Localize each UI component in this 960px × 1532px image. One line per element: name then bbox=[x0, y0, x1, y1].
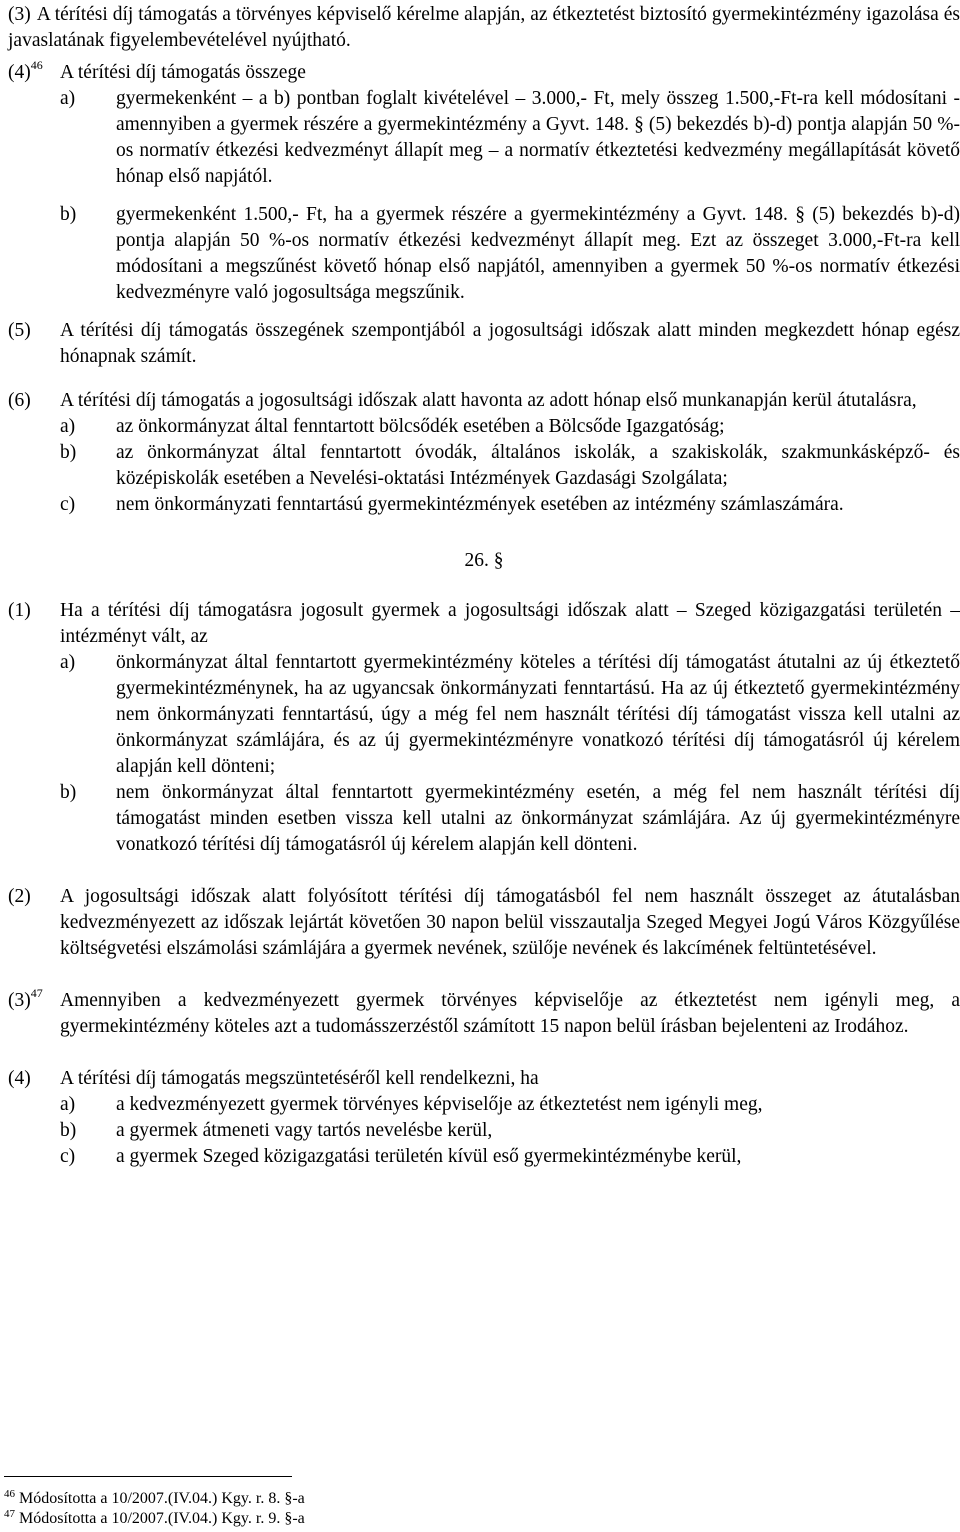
paragraph-4-item-b bbox=[60, 202, 960, 306]
item-text: gyermekenként 1.500,- Ft, ha a gyermek részére a gyermekintézmény a Gyvt. 148. § (5) bekezdés b)-d) pontja alapján 50 %-os normatív étkezési kedvezményt állapít meg. Ezt az összeget 3.000,-Ft-ra kell módosítani a megszűnést követő hónap első napjától, amennyiben a gyermek 50 %-os normatív étkezési kedvezményre való jogosultsága megszűnik. bbox=[116, 204, 960, 303]
item-label: c) bbox=[60, 494, 76, 515]
item-text: az önkormányzat által fenntartott óvodák, általános iskolák, a szakiskolák, szakmunkásképző- és középiskolák esetében a Nevelési-oktatási Intézmények Gazdasági Szolgálata; bbox=[116, 442, 960, 489]
paragraph-6-item-b bbox=[60, 440, 960, 492]
footnote-ref-47[interactable]: 47 bbox=[30, 986, 43, 1000]
paragraph-intro: Ha a térítési díj támogatásra jogosult gyermek a jogosultsági időszak alatt – Szeged közigazgatási területén – intézményt vált, az bbox=[60, 600, 960, 647]
paragraph-4-item-a bbox=[60, 86, 960, 190]
paragraph-intro: A térítési díj támogatás megszüntetéséről kell rendelkezni, ha bbox=[60, 1068, 539, 1089]
paragraph-5 bbox=[8, 318, 960, 370]
section-26-paragraph-4-item-a bbox=[60, 1092, 960, 1118]
footnote-ref-46[interactable]: 46 bbox=[30, 58, 43, 72]
paragraph-6-num: (6) bbox=[8, 390, 31, 411]
item-label: c) bbox=[60, 1146, 76, 1167]
section-26-paragraph-1-item-b bbox=[60, 780, 960, 858]
paragraph-text: A jogosultsági időszak alatt folyósított térítési díj támogatásból fel nem használt összeget az átutalásban kedvezményezett az időszak lejártát követően 30 napon belül visszautalja Szeged Megyei Jogú Város Közgyűlése költségvetési elszámolási számlájára a gyermek nevének, szülője nevének és lakcímének feltüntetésével. bbox=[60, 886, 960, 959]
item-text: nem önkormányzat által fenntartott gyermekintézmény esetén, a még fel nem használt térítési díj támogatást minden esetben vissza kell utalni az önkormányzat számlájára. Az új gyermekintézményre vonatkozó térítési díj támogatásról új kérelem alapján kell dönteni. bbox=[116, 782, 960, 855]
paragraph-3-num: (3) bbox=[8, 4, 31, 25]
paragraph-3-text: A térítési díj támogatás a törvényes képviselő kérelme alapján, az étkeztetést biztosító gyermekintézmény igazolása és javaslatának figyelembevételével nyújtható. bbox=[8, 4, 960, 51]
item-text: a kedvezményezett gyermek törvényes képviselője az étkeztetést nem igényli meg, bbox=[116, 1094, 763, 1115]
paragraph-5-text: A térítési díj támogatás összegének szempontjából a jogosultsági időszak alatt minden megkezdett hónap egész hónapnak számít. bbox=[60, 320, 960, 367]
section-26-paragraph-1 bbox=[8, 598, 960, 858]
footnote-text: Módosította a 10/2007.(IV.04.) Kgy. r. 8. §-a bbox=[19, 1490, 305, 1507]
item-text: az önkormányzat által fenntartott bölcsődék esetében a Bölcsőde Igazgatóság; bbox=[116, 416, 725, 437]
item-label: a) bbox=[60, 88, 76, 109]
item-label: b) bbox=[60, 1120, 77, 1141]
footnote-46 bbox=[4, 1490, 305, 1508]
item-label: b) bbox=[60, 782, 77, 803]
item-label: a) bbox=[60, 416, 76, 437]
footnote-number: 46 bbox=[4, 1488, 15, 1500]
paragraph-4-num-text: (4) bbox=[8, 62, 31, 83]
section-26-paragraph-1-item-a bbox=[60, 650, 960, 780]
paragraph-num: (1) bbox=[8, 600, 31, 621]
section-26-paragraph-4-item-b bbox=[60, 1118, 960, 1144]
paragraph-text: Amennyiben a kedvezményezett gyermek törvényes képviselője az étkeztetést nem igényli meg, a gyermekintézmény köteles azt a tudomásszerzéstől számított 15 napon belül írásban bejelenteni az Irodához. bbox=[60, 990, 960, 1037]
footnote-separator bbox=[4, 1476, 292, 1477]
footnote-47 bbox=[4, 1510, 305, 1528]
item-text: a gyermek Szeged közigazgatási területén kívül eső gyermekintézménybe kerül, bbox=[116, 1146, 742, 1167]
item-label: b) bbox=[60, 204, 77, 225]
paragraph-4-top bbox=[8, 60, 960, 306]
section-26-paragraph-4 bbox=[8, 1066, 960, 1170]
paragraph-3-top bbox=[8, 2, 960, 54]
paragraph-num: (2) bbox=[8, 886, 31, 907]
footnote-text: Módosította a 10/2007.(IV.04.) Kgy. r. 9. §-a bbox=[19, 1510, 305, 1527]
item-text: önkormányzat által fenntartott gyermekintézmény köteles a térítési díj támogatást átutalni az új étkeztető gyermekintézménynek, ha az ugyancsak önkormányzati fenntartású. Ha az új étkeztető gyermekintézmény nem önkormányzati fenntartású, úgy a még fel nem használt térítési díj támogatást vissza kell utalni az önkormányzat számlájára, és az új gyermekintézményre vonatkozó térítési díj támogatásról új kérelem alapján kell dönteni; bbox=[116, 652, 960, 777]
paragraph-6-item-c bbox=[60, 492, 960, 518]
paragraph-6 bbox=[8, 388, 960, 518]
item-text: nem önkormányzati fenntartású gyermekintézmények esetében az intézmény számlaszámára. bbox=[116, 494, 844, 515]
paragraph-num bbox=[8, 988, 43, 1014]
paragraph-4-intro: A térítési díj támogatás összege bbox=[60, 62, 306, 83]
section-heading: 26. § bbox=[464, 550, 504, 571]
paragraph-num-text: (3) bbox=[8, 990, 31, 1011]
footnote-number: 47 bbox=[4, 1508, 15, 1520]
item-label: a) bbox=[60, 652, 76, 673]
section-26-paragraph-2 bbox=[8, 884, 960, 962]
paragraph-num: (4) bbox=[8, 1068, 31, 1089]
item-text: gyermekenként – a b) pontban foglalt kivételével – 3.000,- Ft, mely összeg 1.500,-Ft-ra kell módosítani - amennyiben a gyermek részére a gyermekintézmény a Gyvt. 148. § (5) bekezdés b)-d) pontja alapján 50 %-os normatív étkezési kedvezményt állapít meg – a normatív étkeztetési kedvezmény megállapítását követő hónap első napjától. bbox=[116, 88, 960, 187]
paragraph-6-intro: A térítési díj támogatás a jogosultsági időszak alatt havonta az adott hónap első munkanapján kerül átutalásra, bbox=[60, 390, 917, 411]
item-label: a) bbox=[60, 1094, 76, 1115]
paragraph-4-num bbox=[8, 60, 43, 86]
paragraph-5-num: (5) bbox=[8, 320, 31, 341]
item-text: a gyermek átmeneti vagy tartós nevelésbe kerül, bbox=[116, 1120, 493, 1141]
document-page bbox=[8, 2, 960, 1170]
paragraph-6-item-a bbox=[60, 414, 960, 440]
section-26-paragraph-4-item-c bbox=[60, 1144, 960, 1170]
section-26-paragraph-3 bbox=[8, 988, 960, 1040]
item-label: b) bbox=[60, 442, 77, 463]
